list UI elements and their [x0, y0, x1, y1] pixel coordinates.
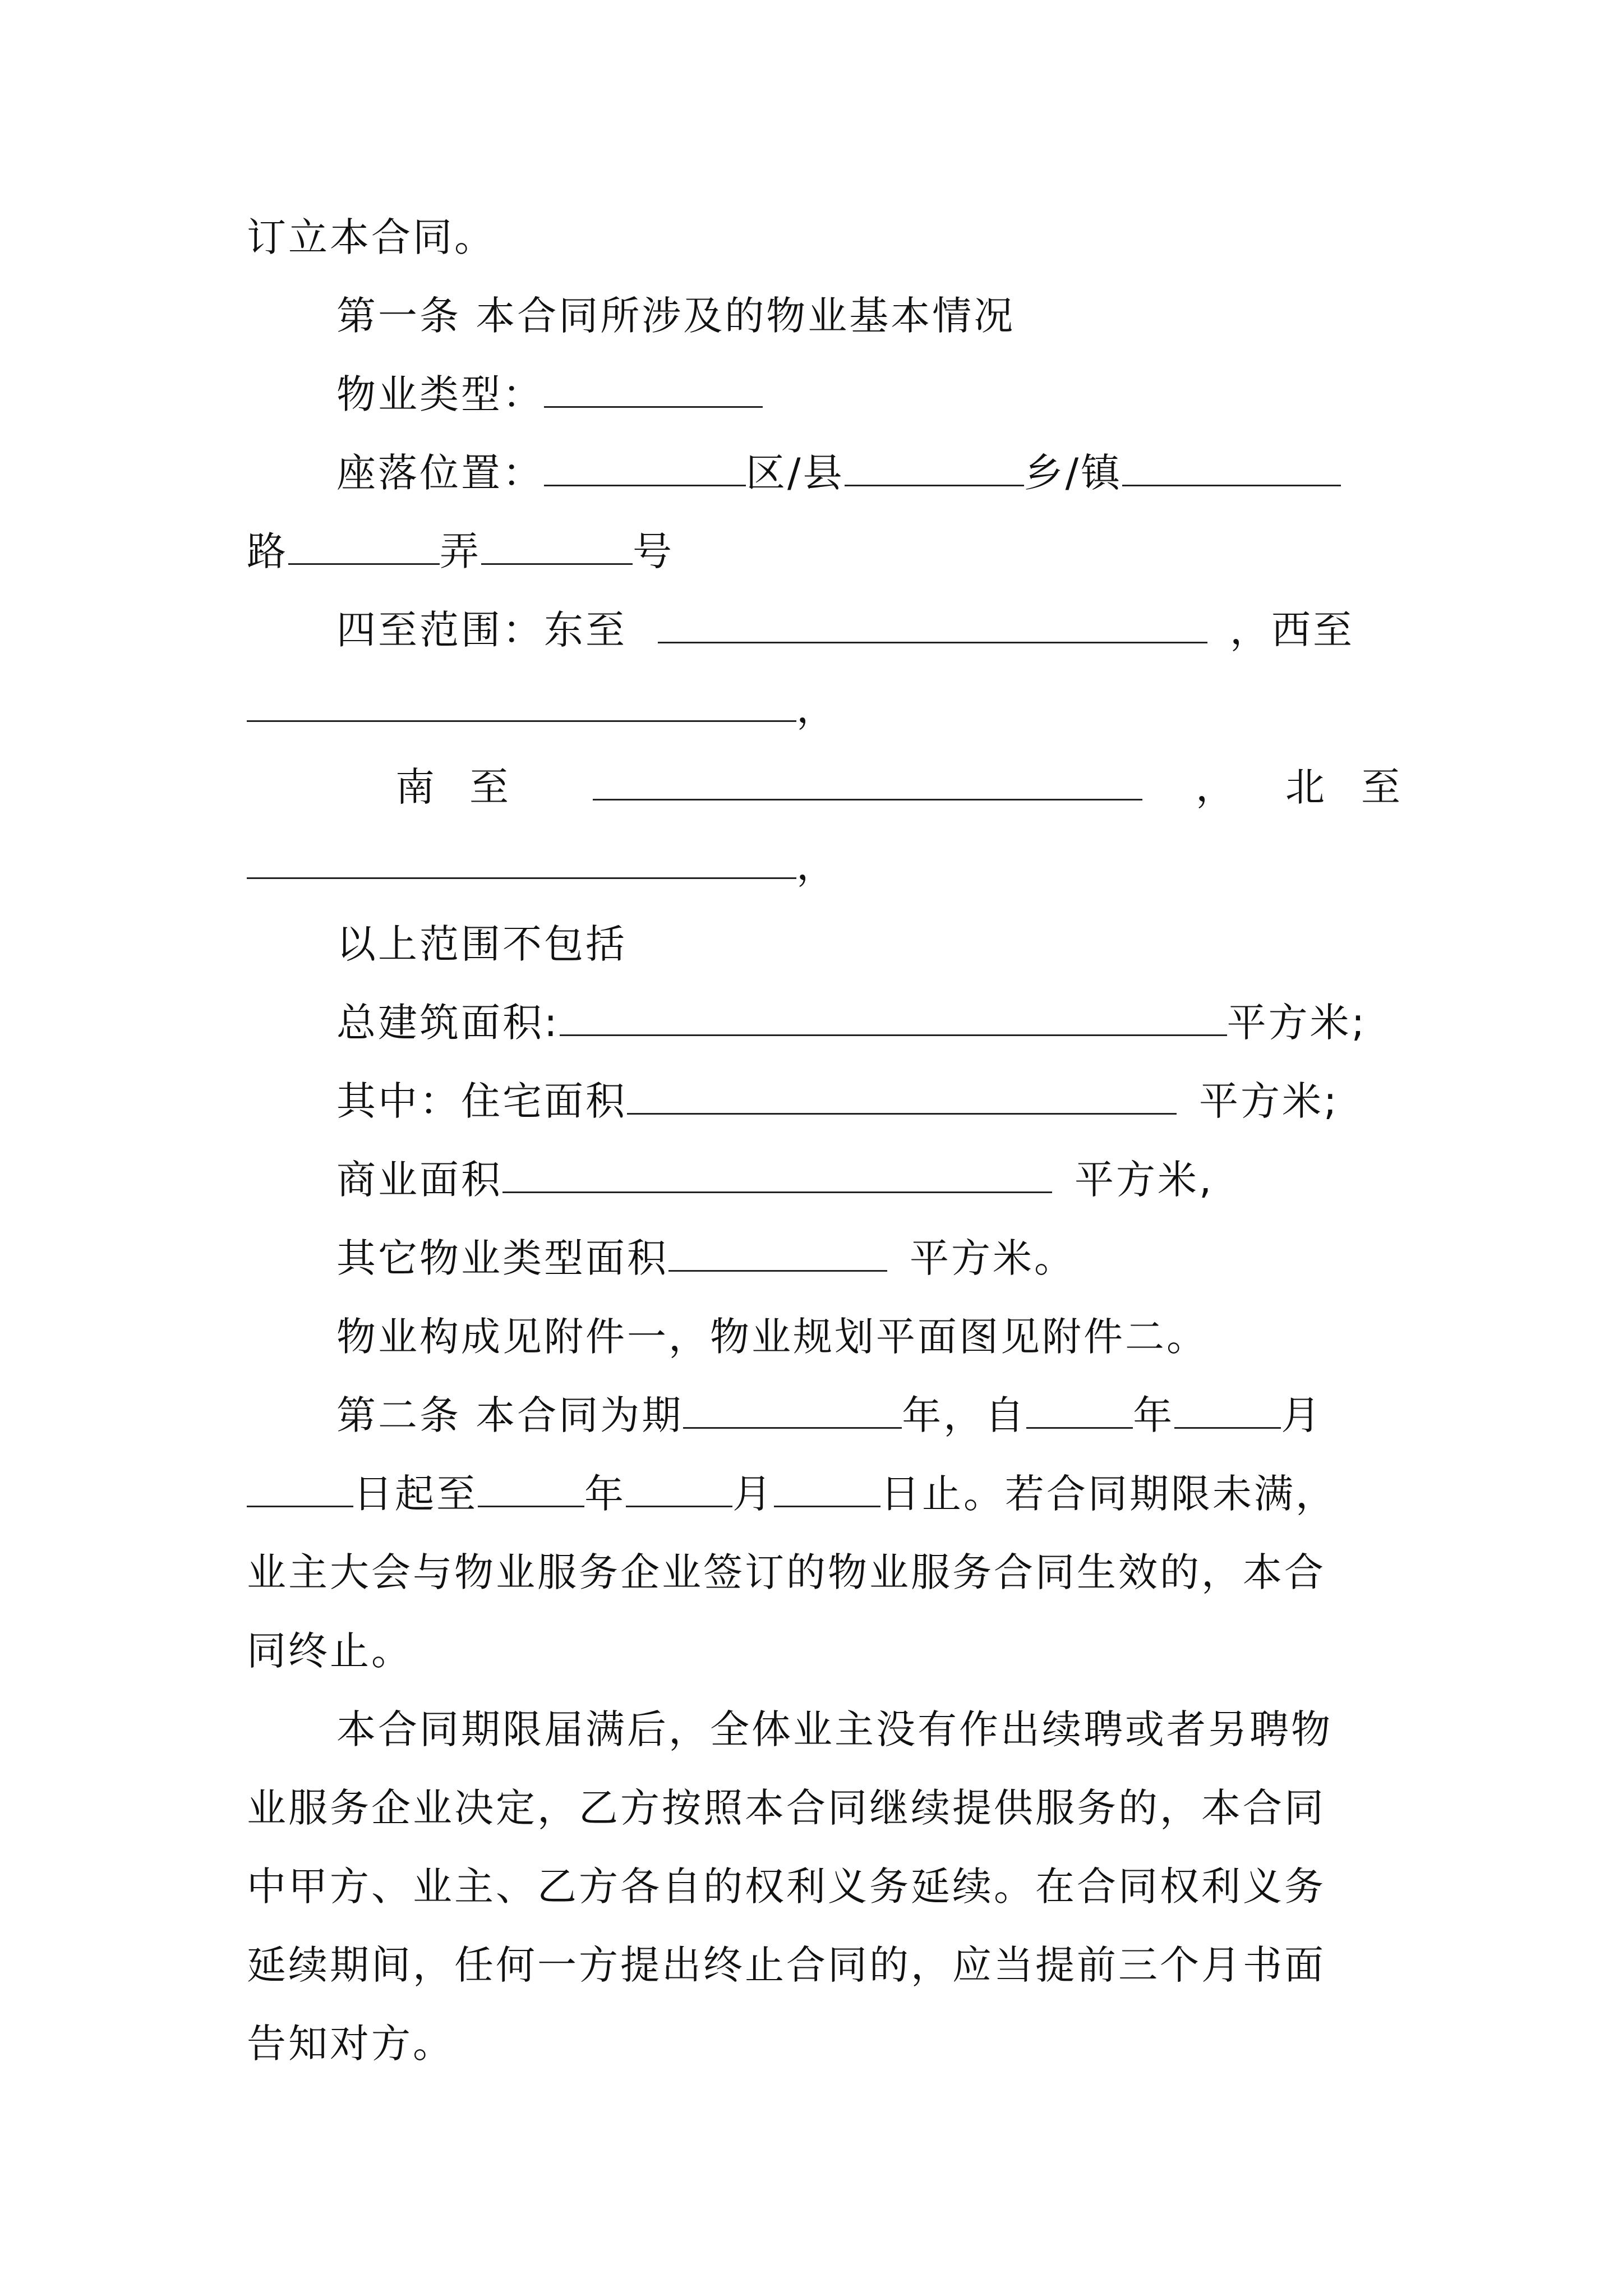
- start-day-blank[interactable]: [247, 1472, 353, 1507]
- text-line: 业主大会与物业服务企业签订的物业服务合同生效的，本合: [247, 1549, 1326, 1595]
- text-line: 订立本合同。: [247, 214, 496, 260]
- west-boundary-blank[interactable]: [247, 687, 796, 722]
- total-area-line: 总建筑面积: 平方米;: [336, 1000, 1367, 1046]
- address-line: 路 弄 号: [247, 528, 674, 574]
- text-line: 物业构成见附件一，物业规划平面图见附件二。: [336, 1314, 1208, 1360]
- property-type-blank[interactable]: [544, 372, 763, 408]
- other-area-line: 其它物业类型面积 平方米。: [336, 1235, 1076, 1281]
- residential-area-line: 其中：住宅面积 平方米;: [336, 1078, 1339, 1124]
- text-line: 业服务企业决定，乙方按照本合同继续提供服务的，本合同: [247, 1785, 1326, 1831]
- road-blank[interactable]: [1122, 451, 1341, 486]
- term-line: 第二条 本合同为期 年，自 年 月: [336, 1392, 1323, 1438]
- east-boundary-blank[interactable]: [658, 608, 1207, 643]
- other-area-blank[interactable]: [668, 1236, 887, 1272]
- commercial-area-line: 商业面积 平方米,: [336, 1157, 1214, 1203]
- start-month-blank[interactable]: [1174, 1393, 1281, 1429]
- residential-area-blank[interactable]: [627, 1079, 1177, 1115]
- district-blank[interactable]: [544, 451, 746, 486]
- text-line: 延续期间，任何一方提出终止合同的，应当提前三个月书面: [247, 1942, 1326, 1988]
- start-year-blank[interactable]: [1026, 1393, 1133, 1429]
- commercial-area-blank[interactable]: [502, 1158, 1052, 1193]
- town-blank[interactable]: [845, 451, 1024, 486]
- article-heading: 第一条 本合同所涉及的物业基本情况: [336, 293, 1016, 339]
- term-years-blank[interactable]: [683, 1393, 902, 1429]
- text-line: 告知对方。: [247, 2021, 454, 2067]
- lane-blank[interactable]: [481, 530, 633, 565]
- text-line: 同终止。: [247, 1628, 413, 1674]
- exclusion-line: 以上范围不包括: [336, 921, 627, 967]
- boundary-line: 四至范围：东至 ，西至: [336, 607, 1354, 653]
- end-day-blank[interactable]: [774, 1472, 880, 1507]
- text-line: 中甲方、业主、乙方各自的权利义务延续。在合同权利义务: [247, 1864, 1326, 1910]
- term-end-line: 日起至 年 月 日止。若合同期限未满，: [247, 1469, 1337, 1519]
- end-month-blank[interactable]: [626, 1472, 732, 1507]
- total-area-blank[interactable]: [560, 1001, 1227, 1036]
- location-line: 座落位置： 区/县 乡/镇: [336, 448, 1341, 498]
- text-line: 本合同期限届满后，全体业主没有作出续聘或者另聘物: [336, 1706, 1332, 1752]
- north-boundary-blank[interactable]: [247, 844, 796, 879]
- end-year-blank[interactable]: [478, 1472, 584, 1507]
- south-north-line: 南 至 ， 北 至: [395, 764, 1400, 810]
- property-type-line: 物业类型：: [336, 369, 763, 420]
- north-boundary-line: ，: [247, 840, 838, 891]
- south-boundary-blank[interactable]: [593, 765, 1142, 800]
- road-number-blank[interactable]: [288, 530, 440, 565]
- west-boundary-line: ，: [247, 683, 838, 734]
